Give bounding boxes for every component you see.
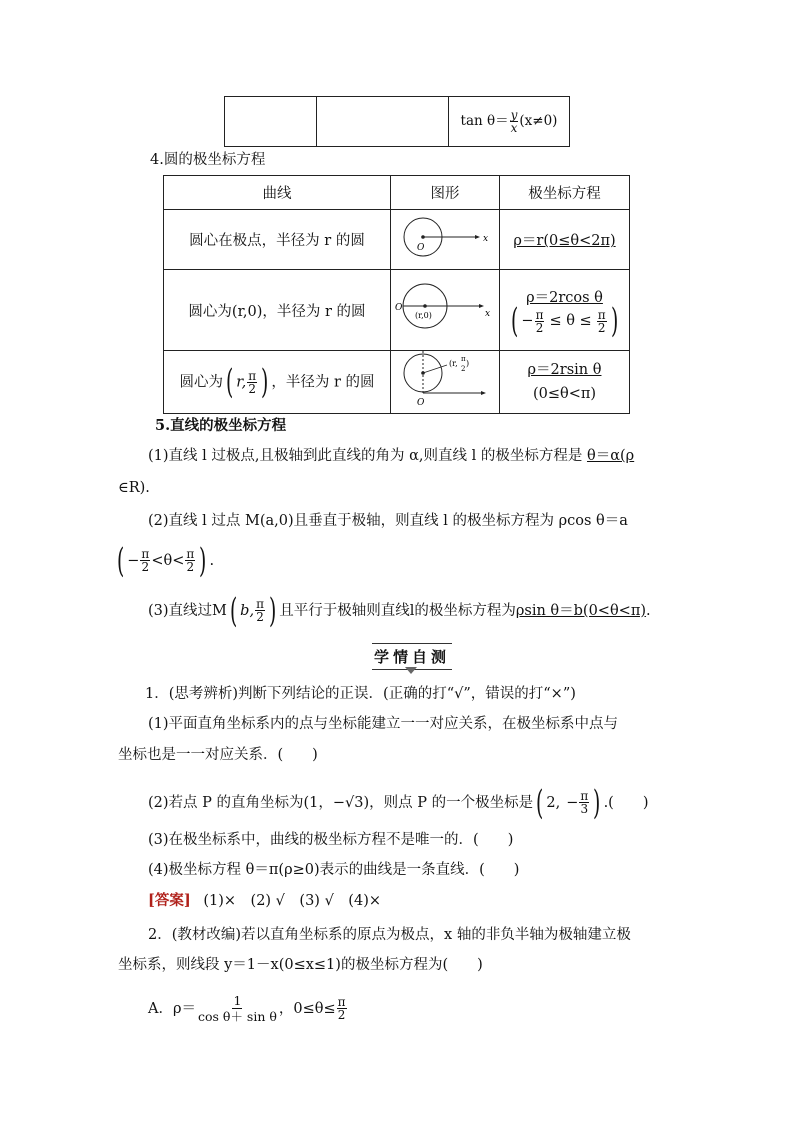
tan-den: x [510,121,518,135]
row2-eq2 [500,301,629,341]
s5-p2-cont [114,540,215,581]
frac-den: 3 [580,802,589,816]
s5-p3-eq: ρsin θ＝b(0<θ<π) [515,602,647,619]
row3-eq2: (0≤θ<π) [532,386,597,402]
q1-2b: 2, [546,794,561,811]
tan-fraction [510,109,519,134]
axis-arrow [481,391,486,395]
paren-left: ( [511,301,519,341]
s5-p3-d: . [646,602,651,619]
frac-num: 1 [233,993,242,1008]
center-label-two: 2 [461,365,466,373]
s5-p2: (2)直线 l 过点 M(a,0)且垂直于极轴，则直线 l 的极坐标方程为 ρcos θ＝a [148,513,628,529]
row2-eq1: ρ＝2rcos θ [526,289,603,306]
s5-p3 [148,590,651,631]
row2-minus: − [521,313,534,329]
frac-num: π [186,547,195,561]
q1-1b: 坐标也是一一对应关系．( ) [118,747,318,763]
center-label-a: (r, [449,359,458,368]
frac-den: 2 [535,320,544,335]
s5-p2-frac1 [140,548,150,573]
center-label-pi: π [461,355,466,363]
top-table-cell-1 [225,97,317,147]
answer-tag: [答案] [148,892,191,909]
origin-label: O [417,242,425,253]
s5-p2-mid: <θ< [151,552,185,569]
row2-frac2 [597,309,607,334]
frac-den: 2 [256,610,264,624]
s5-p1-cont: ∈R). [118,480,150,496]
paren-left: ( [229,590,238,631]
q1-2-frac [579,790,589,815]
self-test-header: 学情自测 [373,648,450,666]
frac-num: π [535,307,544,322]
top-table-cell-3 [449,97,570,147]
s5-p3-frac [255,598,265,623]
paren-right: ) [610,301,618,341]
header-triangle-icon [405,667,417,674]
axis-arrow [479,304,484,308]
paren-right: ) [261,362,269,402]
tan-num: y [510,108,518,122]
circle-at-pole-diagram [395,213,495,263]
frac-num: π [597,307,606,322]
row3-curve-frac [247,370,257,395]
q2b: 坐标系，则线段 y＝1－x(0≤x≤1)的极坐标方程为( ) [118,957,483,973]
header-figure: 图形 [391,176,500,210]
option-a [148,993,348,1024]
row3-curve-r: r, [236,374,247,390]
s5-p3-a: (3)直线过M [148,602,227,619]
paren-right: ) [268,590,277,631]
s5-p1-text: (1)直线 l 过极点,且极轴到此直线的角为 α,则直线 l 的极坐标方程是 [148,448,587,464]
row3-eq1: ρ＝2rsin θ [527,362,602,378]
tan-label: tan θ＝ [460,113,509,129]
s5-p1 [148,446,634,466]
q1-2-minus: − [566,794,579,811]
row3-curve-pre: 圆心为 [179,374,223,390]
top-table [224,96,570,147]
row2-figure [391,270,500,351]
paren-right: ) [199,540,207,581]
frac-den: 2 [186,560,195,574]
paren-right: ) [593,782,601,823]
option-a-pre: A．ρ＝ [148,1000,196,1017]
center-label: (r,0) [415,311,432,320]
frac-den: 2 [248,381,256,396]
row1-eq: ρ＝r(0≤θ<2π) [513,233,616,249]
frac-num: π [337,995,346,1009]
circle-on-vertical-diagram [395,351,495,409]
q1-2 [148,782,649,823]
top-table-cell-2 [317,97,449,147]
q2a: 2．(教材改编)若以直角坐标系的原点为极点，x 轴的非负半轴为极轴建立极 [148,927,631,943]
section-5-title: 5.直线的极坐标方程 [155,417,287,434]
frac-num: π [256,597,264,611]
answer-text: (1)× (2) √ (3) √ (4)× [203,893,381,909]
circle-on-axis-diagram [395,278,495,338]
row2-mid: ≤ θ ≤ [549,313,592,329]
q1-3: (3)在极坐标系中，曲线的极坐标方程不是唯一的．( ) [148,832,514,848]
frac-den: 2 [597,320,606,335]
s5-p2-frac2 [185,548,195,573]
row3-figure [391,351,500,414]
paren-left: ( [225,362,234,402]
x-label: x [483,233,489,244]
frac-den: cos θ＋ sin θ [198,1009,277,1024]
row3-equation [500,351,630,414]
s5-p3-c: 且平行于极轴则直线l的极坐标方程为 [279,602,516,619]
frac-den: 2 [337,1008,346,1022]
s5-p1-eq: θ＝α(ρ [586,448,635,464]
row3-curve-post: ，半径为 r 的圆 [271,374,375,390]
header-equation: 极坐标方程 [500,176,630,210]
row3-curve [164,351,391,414]
s5-p2-end: . [209,552,215,569]
row2-curve: 圆心为(r,0)，半径为 r 的圆 [164,270,391,351]
row1-curve: 圆心在极点，半径为 r 的圆 [164,210,391,270]
s5-p3-b: b, [240,602,255,619]
origin-label: O [417,398,425,408]
tan-condition: (x≠0) [519,113,558,129]
section-4-title: 4.圆的极坐标方程 [150,152,266,168]
paren-left: ( [116,540,125,581]
option-a-frac2 [337,996,347,1021]
q1-2c: .( ) [603,794,649,811]
option-a-frac [197,993,278,1024]
axis-arrow [475,235,480,239]
q1-2a: (2)若点 P 的直角坐标为(1，−√3)，则点 P 的一个极坐标是 [148,794,534,811]
leader-line [423,365,447,373]
x-label: x [485,309,491,319]
q1-4: (4)极坐标方程 θ＝π(ρ≥0)表示的曲线是一条直线．( ) [148,862,520,878]
frac-den: 2 [141,560,150,574]
frac-num: π [248,368,257,383]
row1-figure [391,210,500,270]
row1-equation [500,210,630,270]
header-curve: 曲线 [164,176,391,210]
q1-1a: (1)平面直角坐标系内的点与坐标能建立一一对应关系，在极坐标系中点与 [148,716,619,732]
paren-left: ( [536,782,544,823]
frac-num: π [141,547,150,561]
row2-equation [500,270,630,351]
s5-p2-minus: − [127,552,140,569]
q1: 1．(思考辨析)判断下列结论的正误．(正确的打“√”，错误的打“×”) [145,686,576,702]
origin-label: O [395,303,403,313]
frac-num: π [580,789,589,803]
row2-frac1 [535,309,545,334]
circle-table [163,175,630,414]
answer-line [148,891,381,911]
center-label-close: ) [466,359,470,368]
option-a-mid: ，0≤θ≤ [278,1000,336,1017]
